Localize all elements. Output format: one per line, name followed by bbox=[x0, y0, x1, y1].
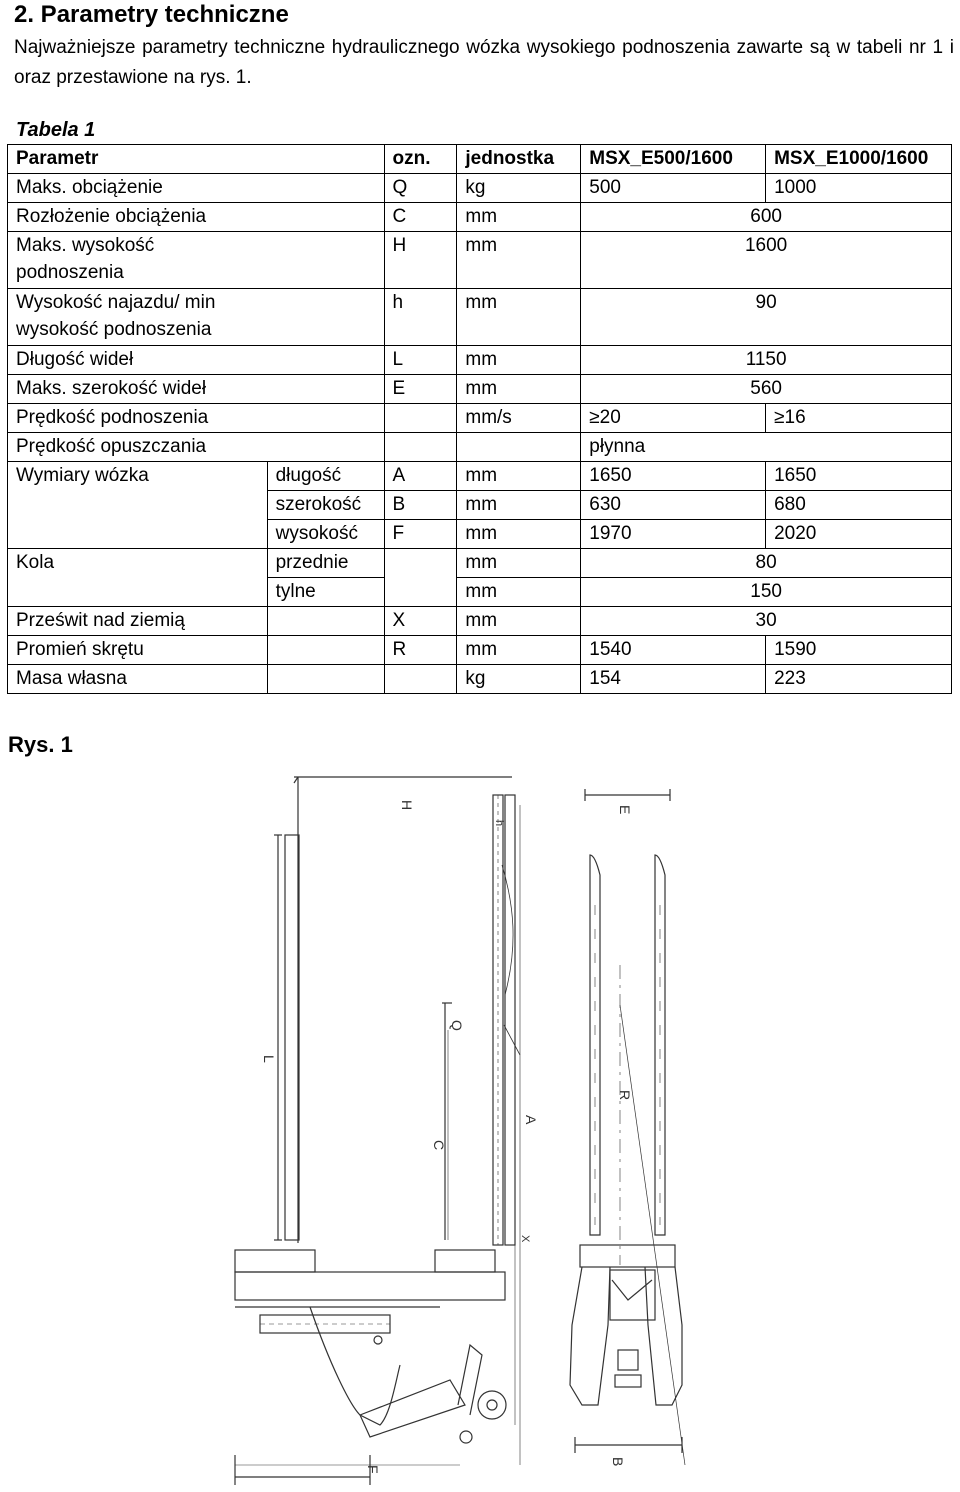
label-h: h bbox=[493, 820, 505, 827]
label-H: H bbox=[399, 800, 415, 811]
table-row bbox=[8, 203, 952, 232]
table-row bbox=[8, 520, 952, 549]
table-row bbox=[8, 433, 952, 462]
row-name bbox=[8, 491, 268, 520]
row-unit: mm bbox=[457, 549, 581, 578]
side-view bbox=[235, 777, 539, 1485]
row-unit bbox=[457, 433, 581, 462]
row-symbol bbox=[384, 549, 457, 578]
row-value2: ≥16 bbox=[766, 404, 952, 433]
row-value: 560 bbox=[581, 375, 952, 404]
row-value: 600 bbox=[581, 203, 952, 232]
row-value: 80 bbox=[581, 549, 952, 578]
row-unit: mm bbox=[457, 232, 581, 289]
table-row bbox=[8, 289, 952, 346]
row-value2: 1590 bbox=[766, 636, 952, 665]
row-unit: mm bbox=[457, 520, 581, 549]
label-R: R bbox=[617, 1090, 633, 1101]
label-Q: Q bbox=[449, 1020, 465, 1031]
row-symbol: X bbox=[384, 607, 457, 636]
label-E: E bbox=[617, 805, 633, 815]
table-header-row bbox=[8, 145, 952, 174]
table-row bbox=[8, 636, 952, 665]
header-symbol: ozn. bbox=[384, 145, 457, 174]
row-value1: 1540 bbox=[581, 636, 766, 665]
row-sub: szerokość bbox=[267, 491, 384, 520]
row-name: Wysokość najazdu/ min wysokość podnoszenia bbox=[8, 289, 385, 346]
label-A: A bbox=[523, 1115, 539, 1125]
row-symbol bbox=[384, 433, 457, 462]
header-unit: jednostka bbox=[457, 145, 581, 174]
row-symbol: L bbox=[384, 346, 457, 375]
row-value: 150 bbox=[581, 578, 952, 607]
row-value2: 223 bbox=[766, 665, 952, 694]
row-name: Maks. obciążenie bbox=[8, 174, 385, 203]
row-name: Masa własna bbox=[8, 665, 268, 694]
row-value1: 1650 bbox=[581, 462, 766, 491]
row-value2: 1000 bbox=[766, 174, 952, 203]
row-symbol: Q bbox=[384, 174, 457, 203]
row-value1: 630 bbox=[581, 491, 766, 520]
row-value2: 2020 bbox=[766, 520, 952, 549]
row-symbol: R bbox=[384, 636, 457, 665]
row-unit: mm bbox=[457, 346, 581, 375]
row-unit: mm/s bbox=[457, 404, 581, 433]
technical-drawing bbox=[220, 765, 700, 1490]
row-name: Wymiary wózka bbox=[8, 462, 268, 491]
row-value: 90 bbox=[581, 289, 952, 346]
table-row bbox=[8, 607, 952, 636]
figure-caption: Rys. 1 bbox=[8, 732, 73, 757]
row-value2: 1650 bbox=[766, 462, 952, 491]
label-F: F bbox=[365, 1465, 381, 1474]
row-sub bbox=[267, 607, 384, 636]
row-name: Prędkość podnoszenia bbox=[8, 404, 385, 433]
row-name: Prędkość opuszczania bbox=[8, 433, 385, 462]
row-unit: mm bbox=[457, 607, 581, 636]
table-caption: Tabela 1 bbox=[16, 119, 96, 141]
row-name: Promień skrętu bbox=[8, 636, 268, 665]
row-value1: 1970 bbox=[581, 520, 766, 549]
row-value: 1600 bbox=[581, 232, 952, 289]
section-heading: 2. Parametry techniczne bbox=[14, 1, 289, 28]
row-symbol: E bbox=[384, 375, 457, 404]
row-symbol: A bbox=[384, 462, 457, 491]
row-unit: mm bbox=[457, 491, 581, 520]
top-view bbox=[570, 789, 685, 1466]
table-row bbox=[8, 232, 952, 289]
row-unit: mm bbox=[457, 462, 581, 491]
row-symbol: H bbox=[384, 232, 457, 289]
row-name bbox=[8, 578, 268, 607]
row-symbol: h bbox=[384, 289, 457, 346]
table-row bbox=[8, 404, 952, 433]
row-symbol bbox=[384, 404, 457, 433]
table-row bbox=[8, 174, 952, 203]
row-name: Maks. wysokość podnoszenia bbox=[8, 232, 385, 289]
row-unit: mm bbox=[457, 636, 581, 665]
label-L: L bbox=[261, 1055, 277, 1063]
table-row bbox=[8, 491, 952, 520]
row-value1: 154 bbox=[581, 665, 766, 694]
row-sub bbox=[267, 636, 384, 665]
table-row bbox=[8, 462, 952, 491]
header-model2: MSX_E1000/1600 bbox=[766, 145, 952, 174]
row-value: 30 bbox=[581, 607, 952, 636]
header-model1: MSX_E500/1600 bbox=[581, 145, 766, 174]
table-row bbox=[8, 665, 952, 694]
spec-table bbox=[7, 144, 952, 694]
row-name: Rozłożenie obciążenia bbox=[8, 203, 385, 232]
row-symbol: C bbox=[384, 203, 457, 232]
row-sub: przednie bbox=[267, 549, 384, 578]
row-name bbox=[8, 520, 268, 549]
row-symbol bbox=[384, 665, 457, 694]
row-unit: kg bbox=[457, 174, 581, 203]
row-unit: mm bbox=[457, 289, 581, 346]
row-value: płynna bbox=[581, 433, 952, 462]
row-name: Długość wideł bbox=[8, 346, 385, 375]
row-unit: mm bbox=[457, 578, 581, 607]
row-symbol bbox=[384, 578, 457, 607]
row-symbol: F bbox=[384, 520, 457, 549]
row-value1: 500 bbox=[581, 174, 766, 203]
row-value: 1150 bbox=[581, 346, 952, 375]
label-C: C bbox=[431, 1140, 447, 1151]
header-param: Parametr bbox=[8, 145, 385, 174]
label-B: B bbox=[610, 1457, 626, 1467]
row-sub bbox=[267, 665, 384, 694]
row-value1: ≥20 bbox=[581, 404, 766, 433]
row-sub: wysokość bbox=[267, 520, 384, 549]
row-symbol: B bbox=[384, 491, 457, 520]
table-row bbox=[8, 549, 952, 578]
table-row bbox=[8, 375, 952, 404]
row-name: Maks. szerokość wideł bbox=[8, 375, 385, 404]
row-unit: kg bbox=[457, 665, 581, 694]
row-name: Prześwit nad ziemią bbox=[8, 607, 268, 636]
row-sub: długość bbox=[267, 462, 384, 491]
row-sub: tylne bbox=[267, 578, 384, 607]
row-unit: mm bbox=[457, 203, 581, 232]
row-name: Kola bbox=[8, 549, 268, 578]
label-X: X bbox=[519, 1235, 531, 1243]
row-value2: 680 bbox=[766, 491, 952, 520]
intro-paragraph: Najważniejsze parametry techniczne hydraulicznego wózka wysokiego podnoszenia zawarte są w tabeli nr 1 i oraz przestawione na rys. 1. bbox=[14, 37, 954, 88]
table-row bbox=[8, 346, 952, 375]
table-row bbox=[8, 578, 952, 607]
row-unit: mm bbox=[457, 375, 581, 404]
